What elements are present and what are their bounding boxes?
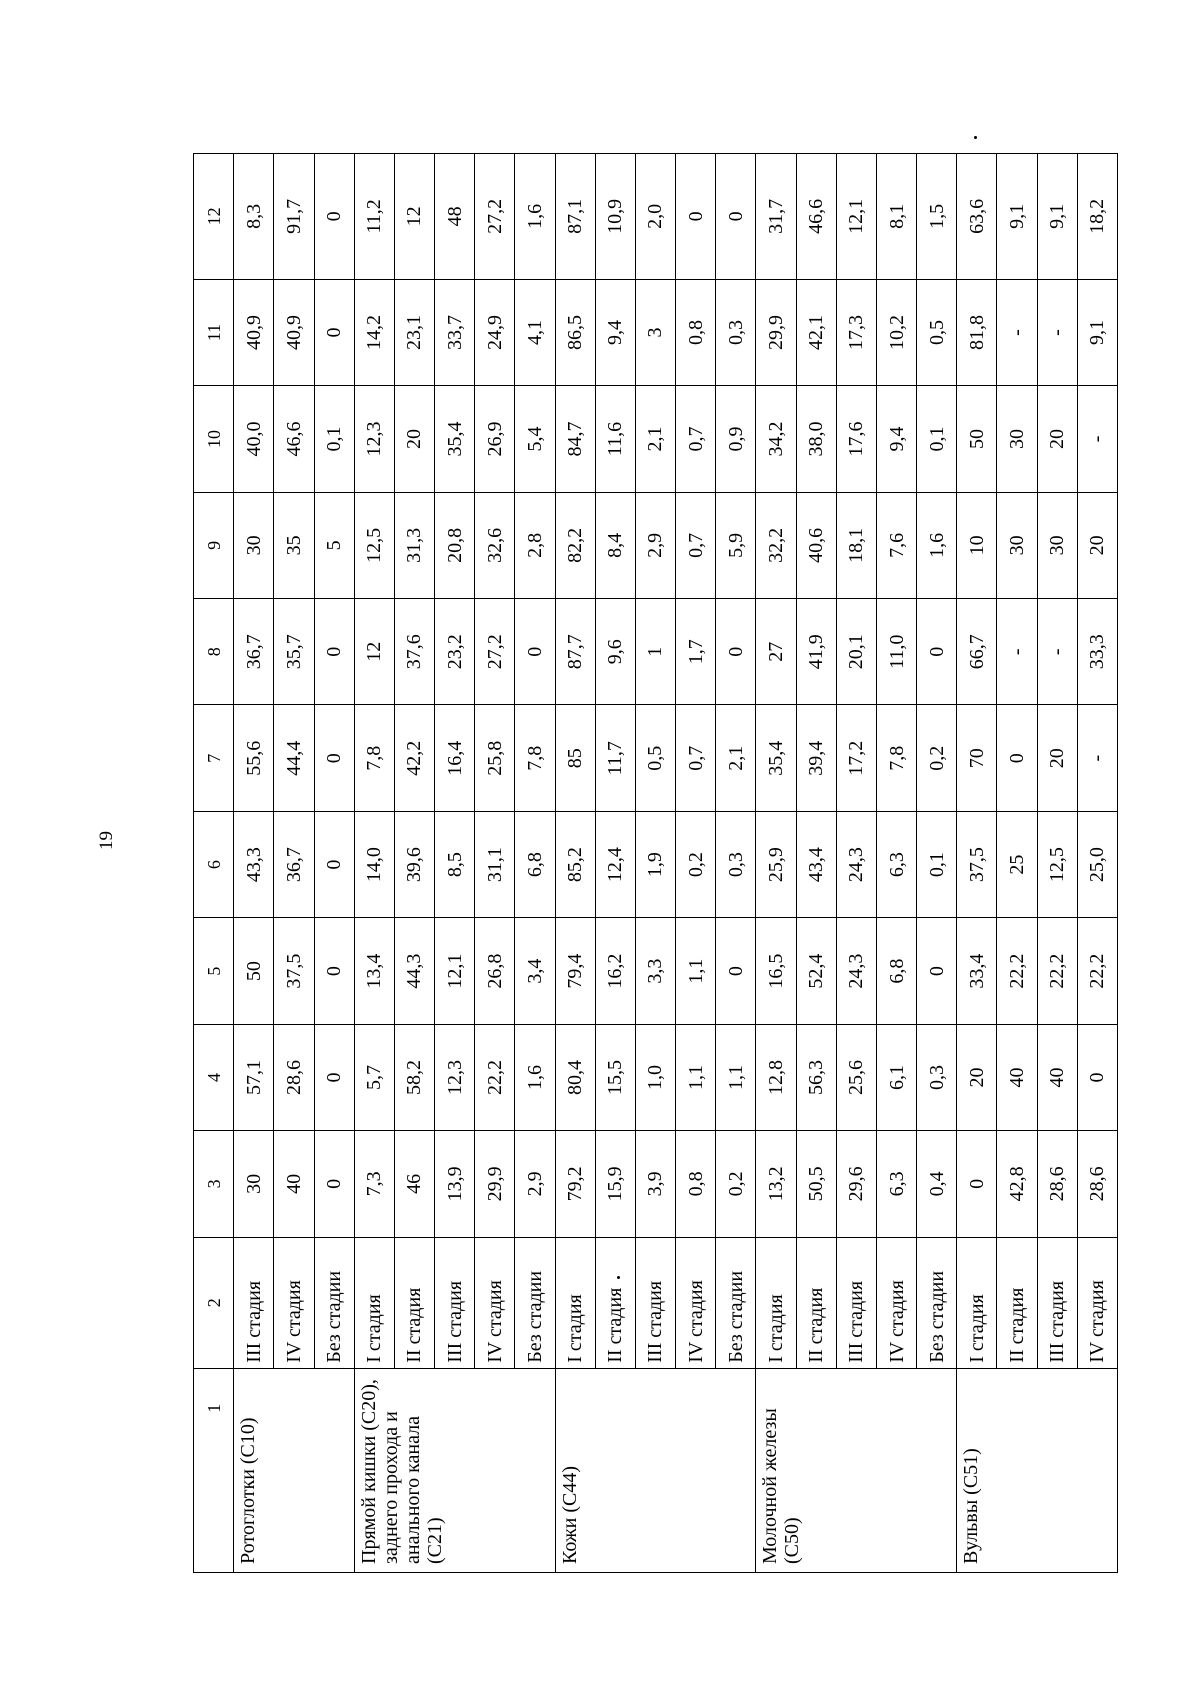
percentage-cell: 46	[394, 1131, 434, 1237]
percentage-cell: 5,7	[354, 1024, 394, 1130]
percentage-cell: 27,2	[475, 154, 515, 280]
percentage-cell: 42,1	[796, 279, 836, 385]
stage-label-cell: II стадия	[394, 1237, 434, 1368]
percentage-cell: 7,8	[354, 705, 394, 811]
percentage-cell: 42,2	[394, 705, 434, 811]
column-number-header: 12	[194, 154, 234, 280]
stage-label-cell: Без стадии	[515, 1237, 555, 1368]
percentage-cell: 6,8	[876, 918, 916, 1024]
percentage-cell: 12,1	[435, 918, 475, 1024]
percentage-cell: 20,8	[435, 492, 475, 598]
percentage-cell: 12,8	[756, 1024, 796, 1130]
percentage-cell: 9,1	[1077, 279, 1117, 385]
percentage-cell: 12	[394, 154, 434, 280]
column-number-header: 2	[194, 1237, 234, 1368]
percentage-cell: 0,1	[917, 811, 957, 917]
percentage-cell: 29,6	[836, 1131, 876, 1237]
percentage-cell: 40,9	[234, 279, 274, 385]
percentage-cell: 30	[997, 386, 1037, 492]
column-number-header: 6	[194, 811, 234, 917]
percentage-cell: 33,4	[957, 918, 997, 1024]
percentage-cell: 4,1	[515, 279, 555, 385]
stage-label-cell: III стадия	[435, 1237, 475, 1368]
percentage-cell: 9,6	[595, 599, 635, 705]
percentage-cell: 20	[1037, 705, 1077, 811]
table-row	[836, 154, 876, 1573]
percentage-cell: 7,6	[876, 492, 916, 598]
percentage-cell: 0	[957, 1131, 997, 1237]
percentage-cell: 32,6	[475, 492, 515, 598]
table-row	[1037, 154, 1077, 1573]
table-row	[716, 154, 756, 1573]
percentage-cell: 0	[716, 599, 756, 705]
percentage-cell: 1,7	[676, 599, 716, 705]
percentage-cell: -	[997, 599, 1037, 705]
percentage-cell: -	[1037, 599, 1077, 705]
stage-label-cell: Без стадии	[716, 1237, 756, 1368]
percentage-cell: 28,6	[1037, 1131, 1077, 1237]
percentage-cell: 11,6	[595, 386, 635, 492]
stage-label-cell: IV стадия	[1077, 1237, 1117, 1368]
percentage-cell: 0	[314, 599, 354, 705]
percentage-cell: 29,9	[756, 279, 796, 385]
percentage-cell: 40,9	[274, 279, 314, 385]
percentage-cell: 52,4	[796, 918, 836, 1024]
percentage-cell: 0	[314, 154, 354, 280]
percentage-cell: 40	[274, 1131, 314, 1237]
percentage-cell: 12,3	[435, 1024, 475, 1130]
percentage-cell: 34,2	[756, 386, 796, 492]
percentage-cell: 0	[716, 918, 756, 1024]
percentage-cell: 79,4	[555, 918, 595, 1024]
cancer-stage-distribution-table	[193, 153, 1118, 1573]
percentage-cell: 1,0	[635, 1024, 675, 1130]
percentage-cell: 25	[997, 811, 1037, 917]
percentage-cell: 24,3	[836, 918, 876, 1024]
percentage-cell: 22,2	[475, 1024, 515, 1130]
column-number-header: 1	[194, 1368, 234, 1572]
column-number-header: 11	[194, 279, 234, 385]
percentage-cell: 3,3	[635, 918, 675, 1024]
stage-label-cell: I стадия	[957, 1237, 997, 1368]
percentage-cell: 10,9	[595, 154, 635, 280]
percentage-cell: 1,9	[635, 811, 675, 917]
percentage-cell: 33,3	[1077, 599, 1117, 705]
percentage-cell: 8,4	[595, 492, 635, 598]
percentage-cell: 0,5	[635, 705, 675, 811]
header-row	[194, 154, 234, 1573]
percentage-cell: 5	[314, 492, 354, 598]
percentage-cell: 70	[957, 705, 997, 811]
percentage-cell: 42,8	[997, 1131, 1037, 1237]
table-row	[515, 154, 555, 1573]
table-body	[194, 154, 1118, 1573]
percentage-cell: 38,0	[796, 386, 836, 492]
percentage-cell: 6,3	[876, 811, 916, 917]
percentage-cell: 1,5	[917, 154, 957, 280]
table-row	[635, 154, 675, 1573]
percentage-cell: 1	[635, 599, 675, 705]
stage-label-cell: I стадия	[555, 1237, 595, 1368]
percentage-cell: 30	[234, 492, 274, 598]
percentage-cell: 0,1	[314, 386, 354, 492]
percentage-cell: 0,2	[716, 1131, 756, 1237]
percentage-cell: 17,2	[836, 705, 876, 811]
table-row	[756, 154, 796, 1573]
stage-label-cell: IV стадия	[475, 1237, 515, 1368]
percentage-cell: 5,9	[716, 492, 756, 598]
percentage-cell: 15,5	[595, 1024, 635, 1130]
percentage-cell: 0,3	[716, 811, 756, 917]
percentage-cell: 13,2	[756, 1131, 796, 1237]
table-row	[274, 154, 314, 1573]
table-row	[876, 154, 916, 1573]
page-number: 19	[96, 831, 117, 850]
percentage-cell: 36,7	[234, 599, 274, 705]
table-row	[435, 154, 475, 1573]
percentage-cell: 9,4	[876, 386, 916, 492]
stage-label-cell: II стадия	[595, 1237, 635, 1368]
stage-label-cell: Без стадии	[917, 1237, 957, 1368]
percentage-cell: 1,6	[515, 154, 555, 280]
percentage-cell: 58,2	[394, 1024, 434, 1130]
table-row	[676, 154, 716, 1573]
percentage-cell: 22,2	[997, 918, 1037, 1024]
stage-label-cell: II стадия	[796, 1237, 836, 1368]
percentage-cell: 16,2	[595, 918, 635, 1024]
percentage-cell: 0	[1077, 1024, 1117, 1130]
percentage-cell: 18,2	[1077, 154, 1117, 280]
percentage-cell: 46,6	[796, 154, 836, 280]
percentage-cell: 37,6	[394, 599, 434, 705]
percentage-cell: 5,4	[515, 386, 555, 492]
table-row	[234, 154, 274, 1573]
table-row	[917, 154, 957, 1573]
tumor-site-cell: Молочной железы (С50)	[756, 1368, 957, 1572]
table-row	[957, 154, 997, 1573]
percentage-cell: 8,1	[876, 154, 916, 280]
column-number-header: 3	[194, 1131, 234, 1237]
percentage-cell: 2,9	[515, 1131, 555, 1237]
table-row	[354, 154, 394, 1573]
percentage-cell: 35,4	[756, 705, 796, 811]
percentage-cell: 55,6	[234, 705, 274, 811]
percentage-cell: 0	[917, 599, 957, 705]
percentage-cell: 11,0	[876, 599, 916, 705]
percentage-cell: 37,5	[957, 811, 997, 917]
percentage-cell: 1,6	[515, 1024, 555, 1130]
percentage-cell: 81,8	[957, 279, 997, 385]
percentage-cell: 18,1	[836, 492, 876, 598]
percentage-cell: 3,4	[515, 918, 555, 1024]
percentage-cell: 1,1	[716, 1024, 756, 1130]
percentage-cell: 0,9	[716, 386, 756, 492]
percentage-cell: 44,3	[394, 918, 434, 1024]
percentage-cell: 17,6	[836, 386, 876, 492]
percentage-cell: 0	[314, 918, 354, 1024]
percentage-cell: 31,1	[475, 811, 515, 917]
percentage-cell: 0	[716, 154, 756, 280]
percentage-cell: 25,6	[836, 1024, 876, 1130]
percentage-cell: 40,0	[234, 386, 274, 492]
column-number-header: 5	[194, 918, 234, 1024]
percentage-cell: 8,3	[234, 154, 274, 280]
percentage-cell: 3,9	[635, 1131, 675, 1237]
percentage-cell: 0	[997, 705, 1037, 811]
tumor-site-cell: Вульвы (С51)	[957, 1368, 1118, 1572]
percentage-cell: 50	[957, 386, 997, 492]
table-row	[555, 154, 595, 1573]
percentage-cell: 0,7	[676, 386, 716, 492]
percentage-cell: 9,1	[997, 154, 1037, 280]
percentage-cell: 0	[676, 154, 716, 280]
percentage-cell: 57,1	[234, 1024, 274, 1130]
percentage-cell: 2,1	[635, 386, 675, 492]
percentage-cell: 7,3	[354, 1131, 394, 1237]
percentage-cell: -	[1077, 386, 1117, 492]
percentage-cell: 10	[957, 492, 997, 598]
percentage-cell: 15,9	[595, 1131, 635, 1237]
percentage-cell: 29,9	[475, 1131, 515, 1237]
percentage-cell: 11,2	[354, 154, 394, 280]
percentage-cell: 20	[1037, 386, 1077, 492]
percentage-cell: 28,6	[1077, 1131, 1117, 1237]
percentage-cell: 0,3	[716, 279, 756, 385]
percentage-cell: 0,1	[917, 386, 957, 492]
column-number-header: 7	[194, 705, 234, 811]
percentage-cell: 50,5	[796, 1131, 836, 1237]
percentage-cell: 22,2	[1037, 918, 1077, 1024]
percentage-cell: 87,7	[555, 599, 595, 705]
percentage-cell: 0,3	[917, 1024, 957, 1130]
percentage-cell: 24,3	[836, 811, 876, 917]
percentage-cell: 33,7	[435, 279, 475, 385]
stage-label-cell: I стадия	[354, 1237, 394, 1368]
percentage-cell: -	[1077, 705, 1117, 811]
column-number-header: 9	[194, 492, 234, 598]
table-row	[997, 154, 1037, 1573]
percentage-cell: 0,4	[917, 1131, 957, 1237]
percentage-cell: 23,1	[394, 279, 434, 385]
tumor-site-cell: Ротоглотки (С10)	[234, 1368, 355, 1572]
percentage-cell: 31,3	[394, 492, 434, 598]
percentage-cell: 41,9	[796, 599, 836, 705]
column-number-header: 8	[194, 599, 234, 705]
percentage-cell: 12,3	[354, 386, 394, 492]
stage-label-cell: III стадия	[234, 1237, 274, 1368]
percentage-cell: 35,4	[435, 386, 475, 492]
percentage-cell: 16,5	[756, 918, 796, 1024]
percentage-cell: 66,7	[957, 599, 997, 705]
stage-label-cell: III стадия	[635, 1237, 675, 1368]
percentage-cell: 43,3	[234, 811, 274, 917]
percentage-cell: 20	[957, 1024, 997, 1130]
column-number-header: 10	[194, 386, 234, 492]
stage-label-cell: I стадия	[756, 1237, 796, 1368]
percentage-cell: 0	[314, 1024, 354, 1130]
percentage-cell: 8,5	[435, 811, 475, 917]
percentage-cell: 27	[756, 599, 796, 705]
percentage-cell: 30	[234, 1131, 274, 1237]
percentage-cell: 1,1	[676, 1024, 716, 1130]
stage-label-cell: IV стадия	[876, 1237, 916, 1368]
percentage-cell: 11,7	[595, 705, 635, 811]
percentage-cell: 25,0	[1077, 811, 1117, 917]
stage-label-cell: IV стадия	[676, 1237, 716, 1368]
stage-label-cell: III стадия	[836, 1237, 876, 1368]
percentage-cell: 6,8	[515, 811, 555, 917]
column-number-header: 4	[194, 1024, 234, 1130]
percentage-cell: 0	[917, 918, 957, 1024]
percentage-cell: 27,2	[475, 599, 515, 705]
table-row	[314, 154, 354, 1573]
percentage-cell: 17,3	[836, 279, 876, 385]
percentage-cell: 46,6	[274, 386, 314, 492]
percentage-cell: 0	[314, 1131, 354, 1237]
percentage-cell: 0,8	[676, 1131, 716, 1237]
percentage-cell: 30	[1037, 492, 1077, 598]
percentage-cell: 85,2	[555, 811, 595, 917]
percentage-cell: 40	[1037, 1024, 1077, 1130]
percentage-cell: 37,5	[274, 918, 314, 1024]
percentage-cell: 20	[394, 386, 434, 492]
percentage-cell: 86,5	[555, 279, 595, 385]
percentage-cell: 24,9	[475, 279, 515, 385]
stage-label-cell: IV стадия	[274, 1237, 314, 1368]
percentage-cell: 0	[515, 599, 555, 705]
percentage-cell: 82,2	[555, 492, 595, 598]
percentage-cell: 12,1	[836, 154, 876, 280]
percentage-cell: 40,6	[796, 492, 836, 598]
percentage-cell: 9,4	[595, 279, 635, 385]
percentage-cell: 35	[274, 492, 314, 598]
percentage-cell: 20,1	[836, 599, 876, 705]
stage-label-cell: III стадия	[1037, 1237, 1077, 1368]
percentage-cell: 20	[1077, 492, 1117, 598]
table-row	[475, 154, 515, 1573]
percentage-cell: 14,0	[354, 811, 394, 917]
percentage-cell: 12,5	[1037, 811, 1077, 917]
percentage-cell: 10,2	[876, 279, 916, 385]
percentage-cell: 30	[997, 492, 1037, 598]
percentage-cell: 22,2	[1077, 918, 1117, 1024]
percentage-cell: 9,1	[1037, 154, 1077, 280]
percentage-cell: 0,7	[676, 492, 716, 598]
percentage-cell: 25,9	[756, 811, 796, 917]
percentage-cell: 0	[314, 811, 354, 917]
stage-label-cell: Без стадии	[314, 1237, 354, 1368]
percentage-cell: 84,7	[555, 386, 595, 492]
percentage-cell: 2,9	[635, 492, 675, 598]
percentage-cell: 85	[555, 705, 595, 811]
percentage-cell: 0	[314, 705, 354, 811]
percentage-cell: 39,6	[394, 811, 434, 917]
percentage-cell: -	[1037, 279, 1077, 385]
tumor-site-cell: Прямой кишки (С20), заднего прохода и анального канала (С21)	[354, 1368, 555, 1572]
percentage-cell: 28,6	[274, 1024, 314, 1130]
percentage-cell: 91,7	[274, 154, 314, 280]
percentage-cell: 40	[997, 1024, 1037, 1130]
percentage-cell: 36,7	[274, 811, 314, 917]
percentage-cell: 7,8	[876, 705, 916, 811]
percentage-cell: 44,4	[274, 705, 314, 811]
percentage-cell: 7,8	[515, 705, 555, 811]
percentage-cell: 43,4	[796, 811, 836, 917]
percentage-cell: 31,7	[756, 154, 796, 280]
percentage-cell: 25,8	[475, 705, 515, 811]
percentage-cell: -	[997, 279, 1037, 385]
percentage-cell: 16,4	[435, 705, 475, 811]
percentage-cell: 0,2	[676, 811, 716, 917]
percentage-cell: 63,6	[957, 154, 997, 280]
table-row	[1077, 154, 1117, 1573]
percentage-cell: 6,3	[876, 1131, 916, 1237]
percentage-cell: 0,8	[676, 279, 716, 385]
percentage-cell: 79,2	[555, 1131, 595, 1237]
percentage-cell: 2,1	[716, 705, 756, 811]
percentage-cell: 35,7	[274, 599, 314, 705]
stage-label-cell: II стадия	[997, 1237, 1037, 1368]
percentage-cell: 2,8	[515, 492, 555, 598]
percentage-cell: 50	[234, 918, 274, 1024]
percentage-cell: 0,5	[917, 279, 957, 385]
table-row	[394, 154, 434, 1573]
percentage-cell: 87,1	[555, 154, 595, 280]
percentage-cell: 13,9	[435, 1131, 475, 1237]
percentage-cell: 56,3	[796, 1024, 836, 1130]
percentage-cell: 0	[314, 279, 354, 385]
percentage-cell: 12	[354, 599, 394, 705]
percentage-cell: 1,6	[917, 492, 957, 598]
percentage-cell: 80,4	[555, 1024, 595, 1130]
scan-speck	[974, 136, 977, 139]
percentage-cell: 2,0	[635, 154, 675, 280]
percentage-cell: 23,2	[435, 599, 475, 705]
percentage-cell: 6,1	[876, 1024, 916, 1130]
table-row	[595, 154, 635, 1573]
percentage-cell: 26,9	[475, 386, 515, 492]
percentage-cell: 14,2	[354, 279, 394, 385]
staging-table-rotated	[193, 153, 1118, 1573]
percentage-cell: 26,8	[475, 918, 515, 1024]
tumor-site-cell: Кожи (С44)	[555, 1368, 756, 1572]
percentage-cell: 0,7	[676, 705, 716, 811]
percentage-cell: 1,1	[676, 918, 716, 1024]
percentage-cell: 13,4	[354, 918, 394, 1024]
percentage-cell: 48	[435, 154, 475, 280]
table-row	[796, 154, 836, 1573]
percentage-cell: 12,4	[595, 811, 635, 917]
percentage-cell: 3	[635, 279, 675, 385]
percentage-cell: 12,5	[354, 492, 394, 598]
percentage-cell: 0,2	[917, 705, 957, 811]
percentage-cell: 39,4	[796, 705, 836, 811]
percentage-cell: 32,2	[756, 492, 796, 598]
